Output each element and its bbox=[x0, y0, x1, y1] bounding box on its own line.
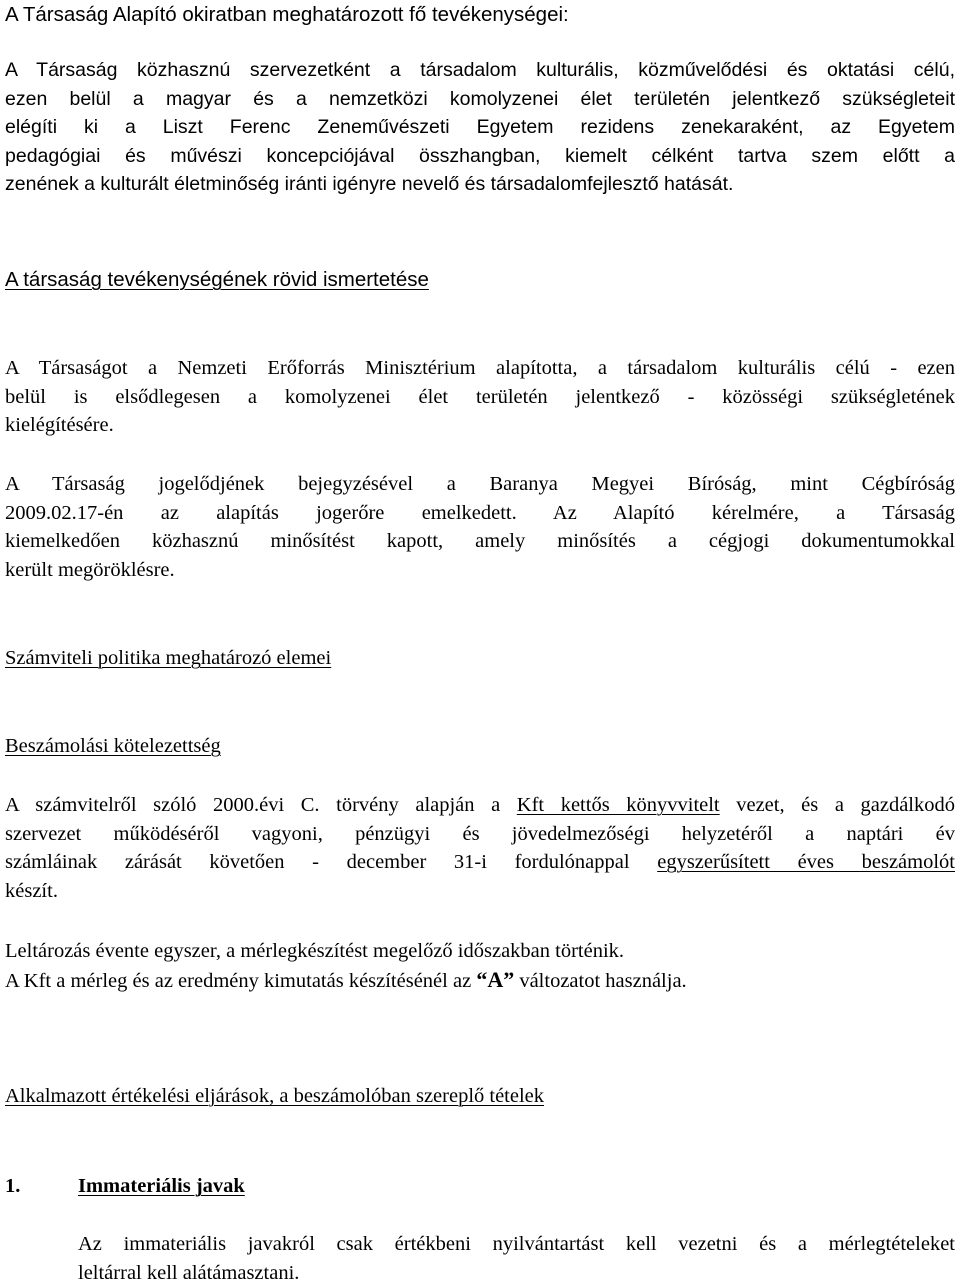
accounting-policy-heading-text: Számviteli politika meghatározó elemei bbox=[5, 647, 332, 669]
inventory-line: Leltározás évente egyszer, a mérlegkészítést megelőző időszakban történik. bbox=[5, 940, 625, 962]
activity-heading bbox=[5, 266, 955, 293]
statement-line-end: változatot használja. bbox=[514, 969, 687, 992]
item-1-paragraph bbox=[78, 1230, 955, 1287]
valuation-heading-text: Alkalmazott értékelési eljárások, a beszámolóban szereplő tételek bbox=[5, 1085, 545, 1107]
founding-line: A Társaság közhasznú szervezetként a társadalom kulturális, közművelődési és oktatási célú, bbox=[5, 59, 955, 81]
statement-line bbox=[5, 966, 955, 996]
item-1-line: leltárral kell alátámasztani. bbox=[78, 1261, 300, 1284]
activity-p2-line: A Társaság jogelődjének bejegyzésével a Baranya Megyei Bíróság, mint Cégbíróság bbox=[5, 473, 955, 495]
activity-paragraph-1 bbox=[5, 354, 955, 440]
item-1-title: Immateriális javak bbox=[78, 1175, 245, 1197]
activity-p2-line: 2009.02.17-én az alapítás jogerőre emelkedett. Az Alapító kérelmére, a Társaság bbox=[5, 501, 955, 524]
item-1-number: 1. bbox=[5, 1175, 21, 1197]
valuation-heading bbox=[5, 1083, 955, 1110]
activity-p1-line: kielégítésére. bbox=[5, 414, 114, 437]
founding-line: elégíti ki a Liszt Ferenc Zeneművészeti Egyetem rezidens zenekaraként, az Egyetem bbox=[5, 116, 955, 138]
founding-heading bbox=[5, 1, 955, 28]
reporting-line-2: szervezet működéséről vagyoni, pénzügyi és jövedelmezőségi helyzetéről a naptári év bbox=[5, 822, 955, 845]
statement-line-start: A Kft a mérleg és az eredmény kimutatás készítésénél az bbox=[5, 969, 477, 992]
founding-paragraph bbox=[5, 56, 955, 199]
item-1-line: Az immateriális javakról csak értékbeni nyilvántartást kell vezetni és a mérlegtételeket bbox=[78, 1233, 955, 1255]
inventory-paragraph bbox=[5, 937, 955, 995]
reporting-heading bbox=[5, 733, 955, 760]
reporting-line-3-start: számláinak zárását követően - december 31-i fordulónappal bbox=[5, 851, 658, 874]
founding-line: pedagógiai és művészi koncepciójával összhangban, kiemelt célként tartva szem előtt a bbox=[5, 144, 955, 167]
activity-p1-line: A Társaságot a Nemzeti Erőforrás Minisztérium alapította, a társadalom kulturális célú - ezen bbox=[5, 357, 955, 379]
activity-p2-line: került megöröklésre. bbox=[5, 558, 175, 581]
reporting-line-3 bbox=[5, 848, 955, 877]
reporting-line-1-end: vezet, és a gazdálkodó bbox=[719, 794, 955, 816]
simplified-annual-report-term: egyszerűsített éves beszámolót bbox=[657, 851, 955, 874]
activity-heading-text: A társaság tevékenységének rövid ismertetése bbox=[5, 268, 429, 291]
activity-paragraph-2 bbox=[5, 470, 955, 584]
founding-heading-text: A Társaság Alapító okiratban meghatározott fő tevékenységei: bbox=[5, 3, 569, 26]
founding-line: ezen belül a magyar és a nemzetközi komolyzenei élet területén jelentkező szükségleteit bbox=[5, 87, 955, 110]
item-1-heading bbox=[5, 1173, 955, 1200]
reporting-paragraph bbox=[5, 791, 955, 905]
activity-p1-line: belül is elsődlegesen a komolyzenei élet területén jelentkező - közösségi szükségletének bbox=[5, 385, 955, 408]
reporting-line-1-start: A számvitelről szóló 2000.évi C. törvény alapján a bbox=[5, 794, 517, 816]
accounting-policy-heading bbox=[5, 645, 955, 672]
double-entry-bookkeeping-term: Kft kettős könyvvitelt bbox=[516, 794, 720, 816]
founding-line: zenének a kulturált életminőség iránti igényre nevelő és társadalomfejlesztő hatását. bbox=[5, 173, 734, 195]
reporting-heading-text: Beszámolási kötelezettség bbox=[5, 735, 221, 757]
reporting-line-4: készít. bbox=[5, 879, 58, 902]
activity-p2-line: kiemelkedően közhasznú minősítést kapott, amely minősítés a cégjogi dokumentumokkal bbox=[5, 530, 955, 553]
reporting-line-1 bbox=[5, 791, 955, 820]
statement-version-a: “A” bbox=[476, 966, 515, 992]
